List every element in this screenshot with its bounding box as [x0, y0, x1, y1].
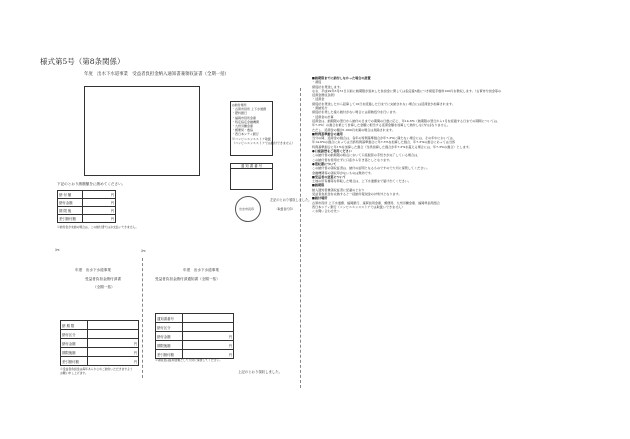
- instruction-line: ●領収書について: [312, 161, 337, 166]
- bottom-right-footer: 上記のとおり領収しました。: [238, 370, 283, 374]
- instruction-line: なお、平成29年3月31日以前に納期限が到来した負担金に関しては指定後5通につき督促手数料100円を徴収します。（古賀市分担金等の: [312, 88, 502, 93]
- row-value: 円: [83, 207, 116, 215]
- row-value: 円: [88, 348, 139, 357]
- info-line: ・西日本シティ銀行: [232, 132, 259, 137]
- instruction-line: ■受益者の変更について: [312, 174, 346, 179]
- instruction-line: ■納期限: [312, 183, 325, 188]
- right-note-sub: （取扱者氏印）: [275, 207, 295, 211]
- row-value: 円: [183, 350, 234, 359]
- scissors-icon: ✂: [141, 248, 147, 255]
- instruction-line: 特例基準割合に年1%を加算した割合（当該加算した割合が年7.3%を超える場合には、年7.3%の割合）とします。: [312, 144, 472, 149]
- instruction-line: 古賀市役所 上下水道課、福岡銀行、遠賀信用金庫、郵便局、九州労働金庫、福岡県信用組合: [312, 200, 440, 205]
- instruction-line: この納付書を使用せずに口座から引き落としとなります。: [312, 157, 393, 162]
- bottom-left-title2: 受益者負担金納付済書: [85, 277, 121, 281]
- instruction-line: ・滞納処分: [312, 106, 328, 111]
- row-label: 差引納付額: [156, 350, 183, 359]
- instruction-line: 年14.6%の割合にあっては当該特例基準割合に年7.3%を加算した割合、年7.3%の割合にあっては当該: [312, 140, 456, 145]
- instruction-line: 督促状を発送します。: [312, 84, 343, 89]
- row-label: 納付区分: [61, 330, 88, 339]
- bottom-left-note: ※受益者負担金は毎年あらかじめご納付いただきますようお願い申し上げます。: [60, 367, 133, 375]
- table-row: [156, 323, 234, 332]
- seal-text: 出水市長印: [239, 207, 255, 211]
- row-label: 通知書番号: [156, 314, 183, 323]
- seal-stamp: [235, 196, 261, 222]
- cut-line: [142, 258, 143, 378]
- instruction-line: ・延滞金: [312, 97, 325, 102]
- info-line: ・古賀市役所 上下水道課: [232, 107, 266, 112]
- info-line: ・九州労働金庫: [232, 124, 254, 129]
- table-row: [156, 332, 234, 341]
- row-label: 納付金額: [61, 339, 88, 348]
- address-window: [84, 86, 200, 176]
- instruction-line: ・督促: [312, 80, 322, 85]
- table-row: [58, 207, 116, 215]
- row-label: 納付区分: [156, 323, 183, 332]
- info-line: ・特定指定金融機関: [232, 119, 260, 124]
- instruction-line: 延滞金徴収条例）: [312, 93, 337, 98]
- table-row: [58, 215, 116, 223]
- table-row: [61, 330, 139, 339]
- scissors-icon: ✂: [55, 247, 61, 254]
- row-label: 納付金額: [58, 199, 83, 207]
- info-line: ※コンビニエンスストア取扱: [232, 136, 271, 141]
- instruction-line: この納付書の納期限の時点において口座振替の手続きが完了している場合は、: [312, 153, 421, 158]
- row-value: [183, 323, 234, 332]
- bottom-left-table: [60, 320, 139, 366]
- row-label: 差引納付額: [61, 357, 88, 366]
- row-value: 円: [88, 357, 139, 366]
- info-line: （コンビニエンスストアでは納付できません）: [232, 140, 295, 145]
- instruction-line: 納入通知書兼領収証書に記載のとおり: [312, 187, 365, 192]
- instruction-line: 受益者負担金を完納すると一括納付報奨金の対象外となります。: [312, 192, 402, 197]
- row-value: [88, 321, 139, 330]
- instruction-line: 延滞金は、納期限の翌日から納付の日までの期間の日数に応じ、年14.6%（納期限の翌日から1月を経過する日までの期間については、: [312, 118, 501, 123]
- instructions-panel: [312, 76, 612, 214]
- instruction-line: ●口座振替をご利用ください: [312, 149, 352, 154]
- table-row: [58, 199, 116, 207]
- receipt-number-box: [230, 163, 273, 190]
- instruction-line: 督促状を発した後も納付がない場合には滞納処分を行います。: [312, 110, 399, 115]
- instruction-line: ■特例基準割合の適用: [312, 131, 343, 136]
- row-value: 円: [83, 191, 116, 199]
- table-row: [61, 348, 139, 357]
- table-row: [61, 321, 139, 330]
- row-value: 円: [83, 215, 116, 223]
- bottom-left-title1: 年度 出水下水道事業: [75, 268, 111, 272]
- row-value: [183, 314, 234, 323]
- table-row: [156, 341, 234, 350]
- receipt-number-label: 通 知 書 番 号: [231, 164, 272, 169]
- bottom-right-note: ※領収書は証明書類として大切に保管してください。: [155, 358, 223, 362]
- row-value: 円: [83, 199, 116, 207]
- instruction-line: 土地の所有権等を移転した場合は、上下水道課まで届け出てください。: [312, 179, 411, 184]
- left-stub-table: [57, 190, 116, 223]
- instruction-line: ただし、延滞金の額が1,000円未満の場合は免除されます。: [312, 127, 395, 132]
- row-label: 納付金額: [156, 332, 183, 341]
- row-label: 納 期 限: [61, 321, 88, 330]
- instruction-line: ■納期限までに納付しなかった場合の措置: [312, 76, 371, 80]
- right-note: 左記のとおり領収しました。: [270, 198, 312, 202]
- left-stub-caption: 下記のとおり納額額をに納めてください。: [57, 182, 126, 186]
- instruction-line: 当分の間、延滞金の割合は、各年の特例基準割合が年7.3%に満たない場合には、その年中においては、: [312, 136, 456, 141]
- row-label: 期限後額: [156, 341, 183, 350]
- table-row: [58, 191, 116, 199]
- row-label: 納 付 額: [58, 191, 83, 199]
- instruction-line: ＜お問い合わせ先＞: [312, 209, 340, 214]
- instruction-line: この納付書の領収証書は、納付の証明となるものですので大切に保管してください。: [312, 166, 430, 171]
- row-label: 期限後額: [61, 348, 88, 357]
- form-title: 様式第5号（第8条関係）: [40, 57, 125, 66]
- table-row: [61, 357, 139, 366]
- info-line: ・福岡市役所金庫: [232, 115, 257, 120]
- instruction-line: 西日本シティ銀行（コンビニエンスストアでは取扱いできません）: [312, 204, 405, 209]
- row-label: 差引納付額: [58, 215, 83, 223]
- info-line: ・肥料銀行: [232, 111, 248, 116]
- bottom-right-title2: 受益者負担金納付済通知書（全期一括）: [155, 277, 220, 281]
- bottom-right-title1: 年度 出水下水道事業: [183, 268, 219, 272]
- row-value: 円: [88, 339, 139, 348]
- instruction-line: 督促状を発送したから起算して10日を経過した日までに完納されない場合には延滞金が加算されます。: [312, 101, 455, 106]
- cut-line: [300, 88, 301, 388]
- payment-locations-box: [230, 101, 295, 156]
- row-value: [88, 330, 139, 339]
- left-stub-note: ※納付金が未納の場合は、この納付書ではお支払いできません。: [57, 225, 139, 229]
- table-row: [61, 339, 139, 348]
- table-row: [156, 314, 234, 323]
- instruction-line: ■納付場所: [312, 196, 328, 201]
- info-line: ・郵便局・農協: [232, 128, 254, 133]
- row-label: 期 限 後: [58, 207, 83, 215]
- instruction-line: 金融機関等の領収印がないものは無効です。: [312, 170, 374, 175]
- bottom-right-table: [155, 313, 234, 359]
- instruction-line: ・延滞金の計算: [312, 114, 334, 119]
- row-value: 円: [183, 332, 234, 341]
- instruction-line: 年7.3%）の割合を乗じて計算した金額に相当する延滞金額を加算して納付しなければなりません。: [312, 123, 450, 128]
- form-heading: 年度 出水下水道事業 受益者負担金納入通知書兼領収証書（全期一括）: [84, 72, 229, 77]
- info-line: ◎納付場所: [232, 103, 247, 107]
- row-value: 円: [183, 341, 234, 350]
- bottom-left-title3: （全期一括）: [93, 285, 115, 289]
